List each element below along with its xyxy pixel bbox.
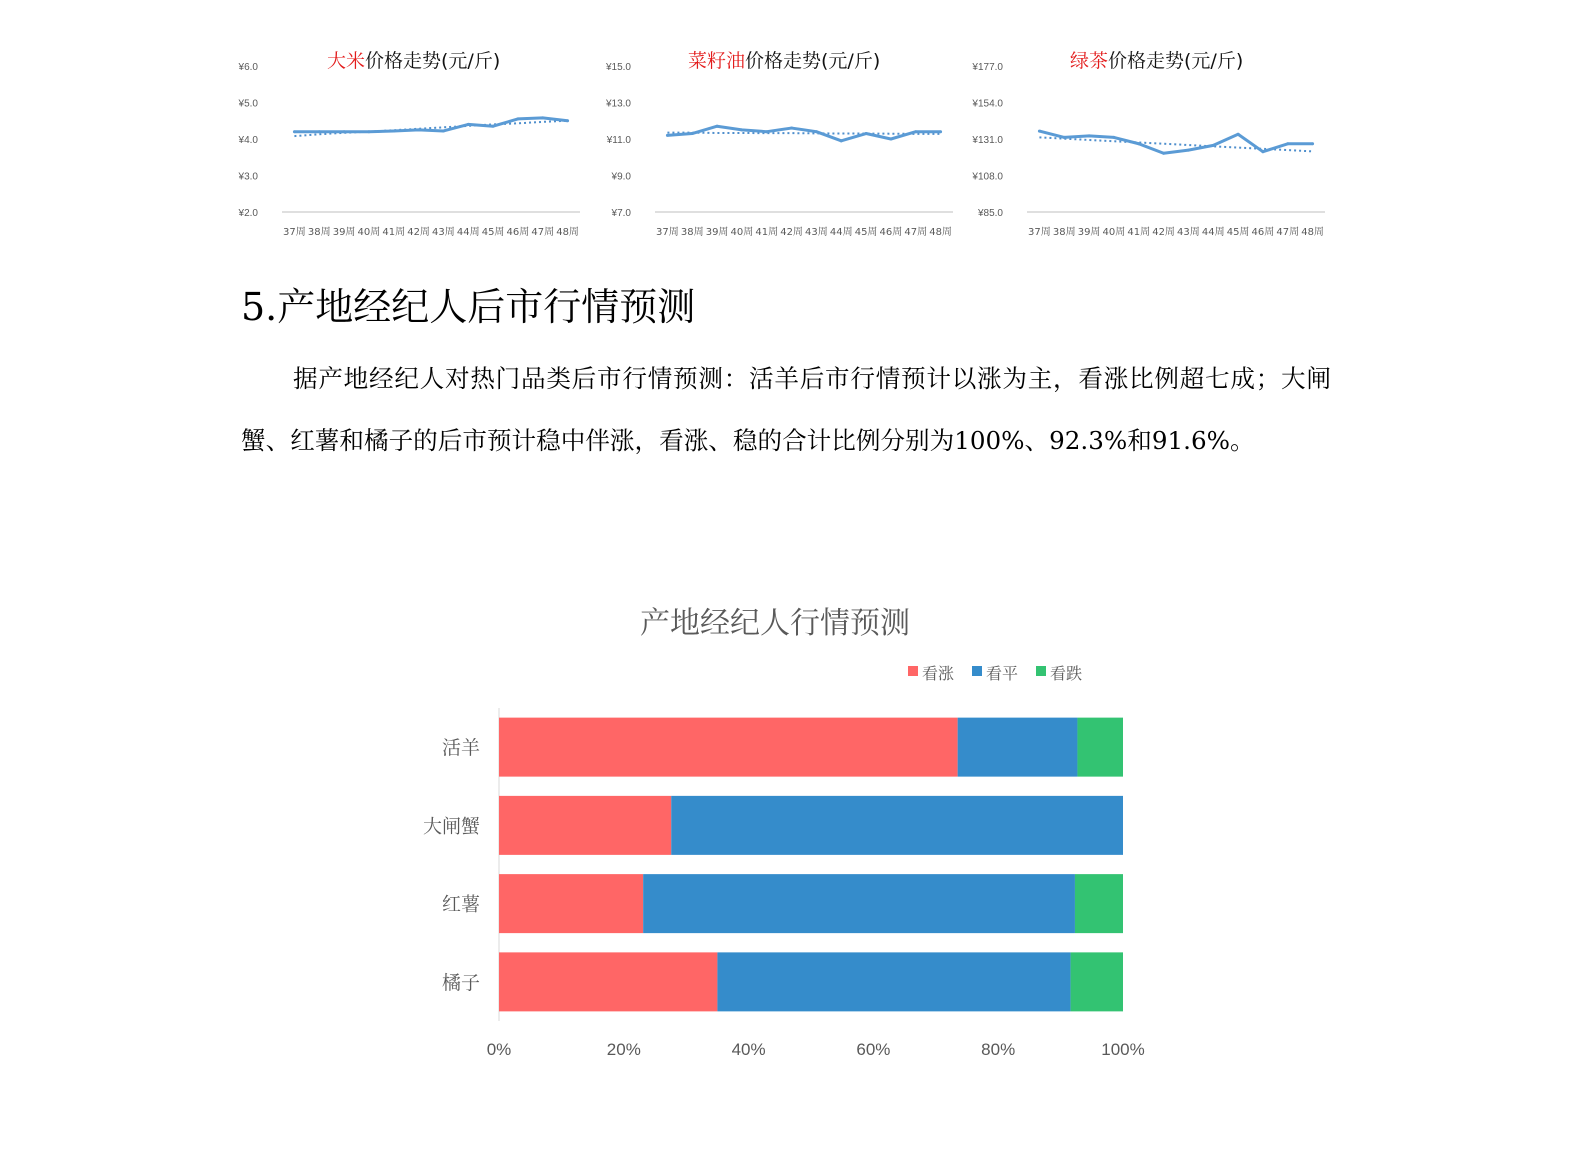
tea-price-point	[1038, 130, 1041, 133]
bar-segment	[643, 874, 1075, 933]
tea-y-tick-label: ¥108.0	[972, 171, 1003, 183]
rice-y-tick-label: ¥2.0	[238, 208, 258, 219]
section-paragraph: 据产地经纪人对热门品类后市行情预测：活羊后市行情预计以涨为主，看涨比例超七成；大闸蟹、红薯和橘子的后市预计稳中伴涨，看涨、稳的合计比例分别为100%、92.3%和91.6%。	[241, 364, 1331, 455]
oil-price-point	[716, 125, 719, 128]
rice-trendline	[294, 121, 567, 136]
oil-y-tick-label: ¥9.0	[611, 171, 631, 183]
legend-label: 看跌	[1050, 664, 1083, 683]
tea-x-tick-label: 37周	[1028, 227, 1051, 238]
oil-x-tick-label: 47周	[904, 227, 928, 238]
category-label: 橘子	[441, 971, 480, 994]
oil-price-point	[939, 130, 942, 133]
tea-price-point	[1187, 149, 1190, 152]
oil-price-point	[666, 134, 669, 137]
oil-y-tick-label: ¥13.0	[605, 98, 631, 110]
rice-x-tick-label: 46周	[506, 227, 530, 238]
oil-x-tick-label: 37周	[656, 227, 679, 238]
oil-trendline	[667, 133, 940, 134]
rice-price-point	[293, 130, 296, 133]
tea-x-tick-label: 38周	[1052, 227, 1076, 238]
rice-price-chart	[232, 40, 582, 250]
oil-x-tick-label: 46周	[879, 227, 903, 238]
rice-chart-title-rest: 价格走势(元/斤)	[365, 50, 501, 72]
tea-x-tick-label: 44周	[1201, 227, 1225, 238]
oil-x-tick-label: 42周	[780, 227, 803, 238]
oil-x-tick-label: 43周	[805, 227, 828, 238]
tea-price-point	[1137, 142, 1140, 145]
section-heading: 5.产地经纪人后市行情预测	[241, 285, 696, 329]
tea-x-tick-label: 45周	[1226, 227, 1250, 238]
bar-segment	[958, 718, 1078, 777]
tea-x-tick-label: 46周	[1251, 227, 1275, 238]
broker-forecast-chart	[400, 590, 1180, 1080]
oil-x-tick-label: 41周	[755, 227, 779, 238]
x-tick-label: 80%	[981, 1040, 1016, 1059]
oil-y-tick-label: ¥11.0	[606, 135, 631, 146]
rice-price-point	[467, 123, 470, 126]
oil-y-tick-label: ¥7.0	[611, 208, 631, 219]
legend-swatch	[972, 666, 982, 676]
broker-forecast-plot	[400, 590, 1180, 1080]
tea-x-tick-label: 42周	[1152, 227, 1175, 238]
bar-segment	[499, 874, 643, 933]
rice-x-tick-label: 44周	[456, 227, 480, 238]
green-tea-price-chart	[972, 40, 1327, 250]
tea-price-point	[1286, 142, 1289, 145]
oil-x-tick-label: 38周	[680, 227, 704, 238]
oil-price-point	[815, 130, 818, 133]
rice-x-tick-label: 41周	[382, 227, 406, 238]
legend-label: 看涨	[922, 664, 955, 683]
oil-x-tick-label: 45周	[854, 227, 878, 238]
rice-price-point	[343, 130, 346, 133]
rice-price-line	[294, 118, 567, 132]
tea-x-tick-label: 40周	[1102, 227, 1126, 238]
rice-x-tick-label: 38周	[307, 227, 331, 238]
tea-price-point	[1063, 136, 1066, 139]
tea-price-point	[1162, 152, 1165, 155]
tea-chart-title-highlight: 绿茶	[1070, 50, 1109, 72]
rice-x-tick-label: 42周	[407, 227, 430, 238]
oil-y-tick-label: ¥15.0	[605, 62, 631, 73]
category-label: 大闸蟹	[422, 815, 480, 838]
oil-chart-title-rest: 价格走势(元/斤)	[745, 50, 881, 72]
oil-price-point	[790, 127, 793, 130]
tea-price-point	[1112, 136, 1115, 139]
tea-price-line	[1039, 131, 1312, 153]
bar-segment	[499, 952, 717, 1011]
bar-segment	[717, 952, 1070, 1011]
rice-price-point	[541, 116, 544, 119]
tea-x-tick-label: 48周	[1301, 227, 1324, 238]
oil-price-point	[765, 130, 768, 133]
rice-x-tick-label: 47周	[531, 227, 555, 238]
rice-x-tick-label: 45周	[481, 227, 505, 238]
tea-x-tick-label: 43周	[1177, 227, 1200, 238]
x-tick-label: 0%	[486, 1040, 512, 1059]
rice-x-tick-label: 39周	[332, 227, 356, 238]
tea-price-point	[1237, 133, 1240, 136]
rice-x-tick-label: 40周	[357, 227, 381, 238]
category-label: 红薯	[441, 893, 480, 916]
oil-price-point	[889, 138, 892, 141]
tea-x-tick-label: 47周	[1276, 227, 1300, 238]
x-tick-label: 20%	[606, 1040, 641, 1059]
tea-x-tick-label: 39周	[1077, 227, 1101, 238]
rice-x-tick-label: 48周	[556, 227, 579, 238]
legend-swatch	[908, 666, 918, 676]
bar-segment	[1077, 718, 1123, 777]
oil-chart-title-highlight: 菜籽油	[688, 50, 746, 72]
rice-price-point	[367, 130, 370, 133]
oil-x-tick-label: 39周	[705, 227, 729, 238]
legend-swatch	[1036, 666, 1046, 676]
bar-segment	[671, 796, 1123, 855]
rice-price-point	[566, 119, 569, 122]
tea-chart-plot	[972, 40, 1327, 250]
oil-price-point	[865, 132, 868, 135]
bar-segment	[1075, 874, 1123, 933]
oil-x-tick-label: 40周	[730, 227, 754, 238]
oil-price-point	[840, 139, 843, 142]
bar-segment	[499, 796, 671, 855]
rice-price-point	[318, 130, 321, 133]
bar-segment	[499, 718, 958, 777]
rice-y-tick-label: ¥4.0	[238, 135, 258, 146]
tea-price-point	[1261, 150, 1264, 153]
rice-price-point	[492, 125, 495, 128]
rapeseed-oil-price-chart	[605, 40, 955, 250]
rice-price-point	[417, 128, 420, 131]
rice-y-tick-label: ¥6.0	[238, 62, 258, 73]
rice-y-tick-label: ¥3.0	[238, 171, 258, 183]
tea-price-point	[1311, 142, 1314, 145]
oil-price-point	[914, 130, 917, 133]
oil-price-point	[740, 128, 743, 131]
oil-x-tick-label: 44周	[829, 227, 853, 238]
tea-y-tick-label: ¥177.0	[972, 62, 1003, 73]
rice-price-point	[392, 129, 395, 132]
category-label: 活羊	[441, 737, 480, 760]
rice-chart-plot	[232, 40, 582, 250]
oil-x-tick-label: 48周	[929, 227, 952, 238]
tea-price-point	[1088, 134, 1091, 137]
oil-price-point	[691, 132, 694, 135]
rice-x-tick-label: 43周	[432, 227, 455, 238]
x-tick-label: 40%	[731, 1040, 766, 1059]
rice-price-point	[516, 117, 519, 120]
tea-x-tick-label: 41周	[1127, 227, 1151, 238]
tea-y-tick-label: ¥85.0	[977, 208, 1003, 219]
tea-y-tick-label: ¥131.0	[972, 135, 1003, 146]
tea-chart-title-rest: 价格走势(元/斤)	[1108, 50, 1244, 72]
bar-segment	[1071, 952, 1123, 1011]
oil-chart-plot	[605, 40, 955, 250]
rice-chart-title-highlight: 大米	[327, 50, 366, 72]
rice-price-point	[442, 129, 445, 132]
rice-x-tick-label: 37周	[283, 227, 306, 238]
rice-y-tick-label: ¥5.0	[238, 98, 258, 110]
tea-y-tick-label: ¥154.0	[972, 98, 1003, 110]
legend-label: 看平	[986, 664, 1019, 683]
x-tick-label: 60%	[856, 1040, 891, 1059]
x-tick-label: 100%	[1101, 1040, 1145, 1059]
tea-price-point	[1212, 144, 1215, 147]
forecast-chart-title: 产地经纪人行情预测	[640, 606, 910, 641]
